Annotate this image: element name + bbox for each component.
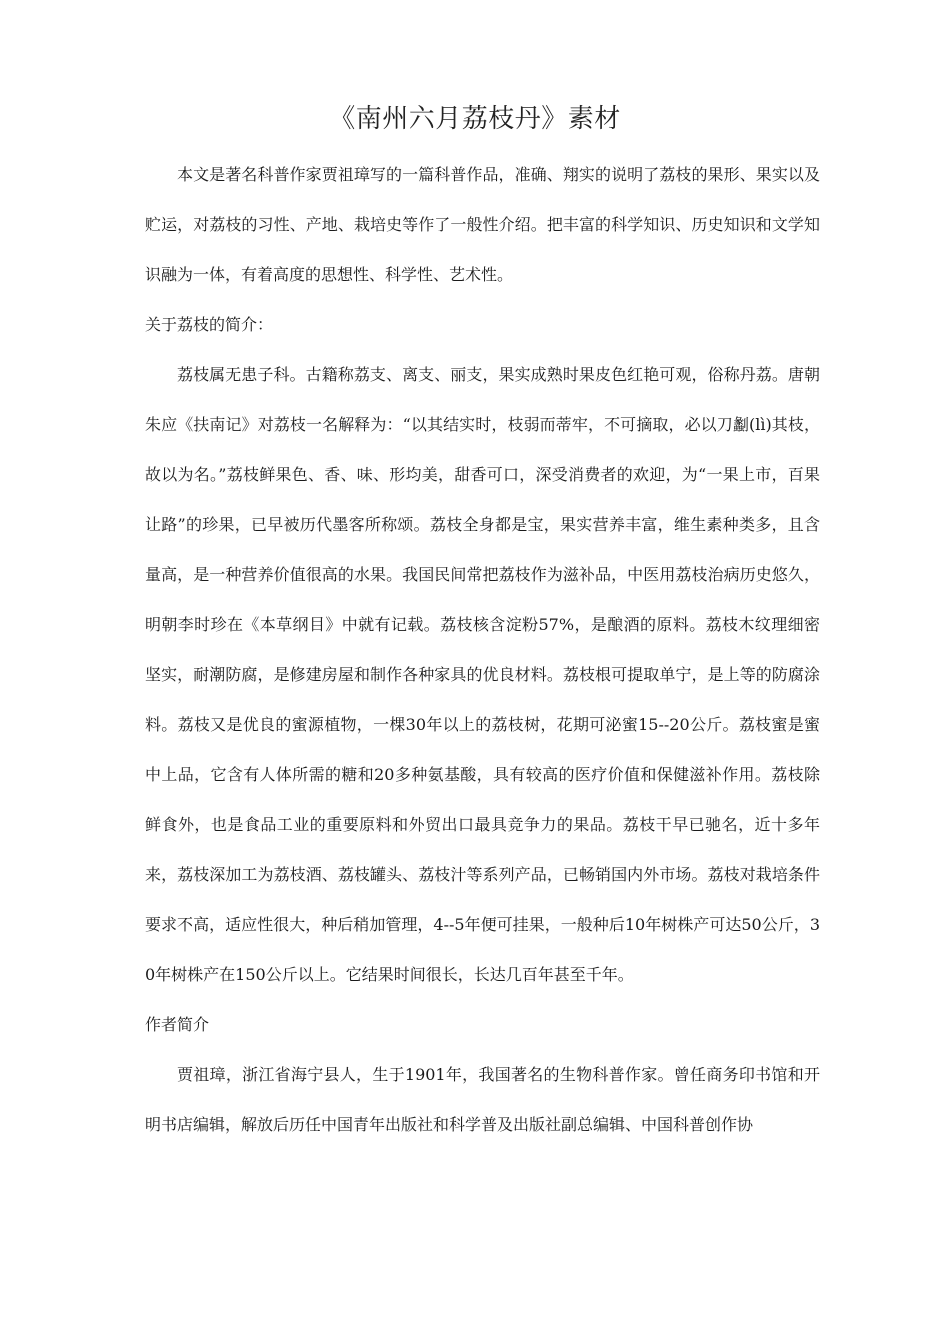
section-heading-author: 作者简介 [145, 1015, 210, 1034]
lychee-intro-paragraph: 荔枝属无患子科。古籍称荔支、离支、丽支，果实成熟时果皮色红艳可观，俗称丹荔。唐朝朱应《扶南记》对荔枝一名解释为：“以其结实时，枝弱而蒂牢，不可摘取，必以刀劙(lì)其枝，故以为名。”荔枝鲜果色、香、味、形均美，甜香可口，深受消费者的欢迎，为“一果上市，百果让路”的珍果，已早被历代墨客所称颂。荔枝全身都是宝，果实营养丰富，维生素种类多，且含量高，是一种营养价值很高的水果。我国民间常把荔枝作为滋补品，中医用荔枝治病历史悠久，明朝李时珍在《本草纲目》中就有记载。荔枝核含淀粉57%，是酿酒的原料。荔枝木纹理细密坚实，耐潮防腐，是修建房屋和制作各种家具的优良材料。荔枝根可提取单宁，是上等的防腐涂料。荔枝又是优良的蜜源植物，一棵30年以上的荔枝树，花期可泌蜜15--20公斤。荔枝蜜是蜜中上品，它含有人体所需的糖和20多种氨基酸，具有较高的医疗价值和保健滋补作用。荔枝除鲜食外，也是食品工业的重要原料和外贸出口最具竞争力的果品。荔枝干早已驰名，近十多年来，荔枝深加工为荔枝酒、荔枝罐头、荔枝汁等系列产品，已畅销国内外市场。荔枝对栽培条件要求不高，适应性很大，种后稍加管理，4--5年便可挂果，一般种后10年树株产可达50公斤，30年树株产在150公斤以上。它结果时间很长，长达几百年甚至千年。 [145, 365, 820, 984]
section-heading-lychee-intro: 关于荔枝的简介： [145, 315, 274, 334]
document-title: 《南州六月荔枝丹》素材 [329, 104, 621, 134]
author-paragraph: 贾祖璋，浙江省海宁县人，生于1901年，我国著名的生物科普作家。曾任商务印书馆和开明书店编辑，解放后历任中国青年出版社和科学普及出版社副总编辑、中国科普创作协 [145, 1065, 820, 1134]
document-body [145, 150, 820, 1150]
intro-paragraph: 本文是著名科普作家贾祖璋写的一篇科普作品，准确、翔实的说明了荔枝的果形、果实以及贮运，对荔枝的习性、产地、栽培史等作了一般性介绍。把丰富的科学知识、历史知识和文学知识融为一体，有着高度的思想性、科学性、艺术性。 [145, 165, 820, 284]
